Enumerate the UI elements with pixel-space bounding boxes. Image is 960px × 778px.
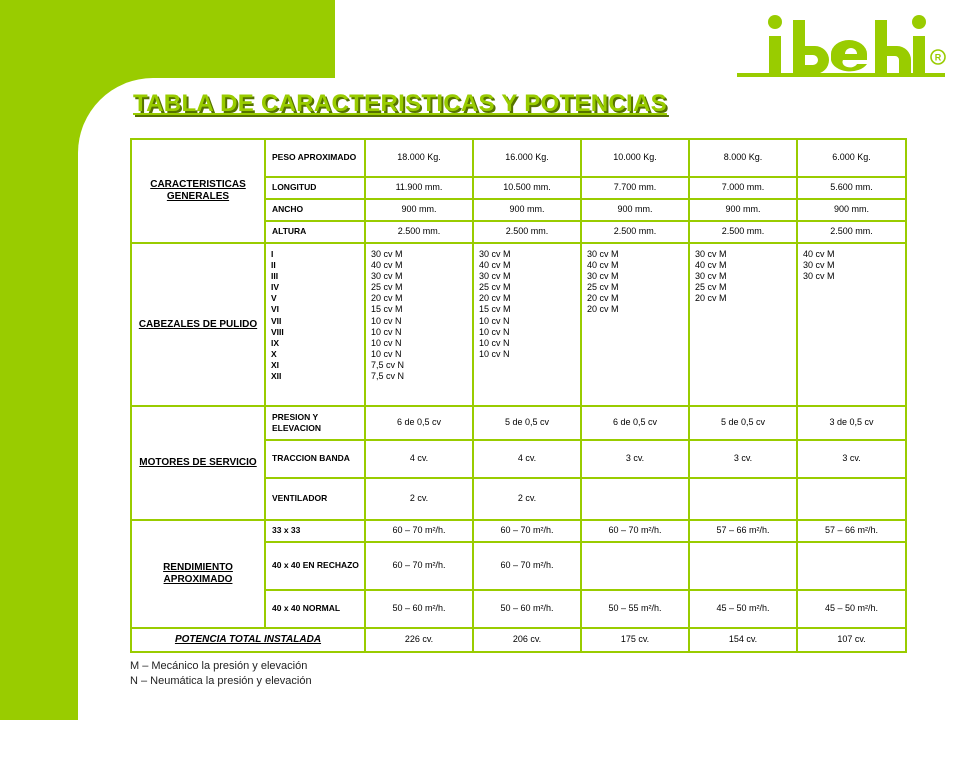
- table-cell: 60 – 70 m²/h.: [581, 520, 689, 542]
- table-cell: 4 cv.: [473, 440, 581, 478]
- row-label: 33 x 33: [265, 520, 365, 542]
- ibebi-logo: [735, 12, 950, 84]
- table-row: [131, 628, 906, 652]
- table-cell: 900 mm.: [689, 199, 797, 221]
- table-cell: [581, 542, 689, 590]
- section-label-motores: MOTORES DE SERVICIO: [131, 406, 265, 520]
- table-cell: 226 cv.: [365, 628, 473, 652]
- footnote-neumatica: N – Neumática la presión y elevación: [130, 675, 312, 687]
- row-label: 40 x 40 NORMAL: [265, 590, 365, 628]
- table-cell: 50 – 60 m²/h.: [473, 590, 581, 628]
- table-cell: [797, 478, 906, 520]
- table-cell: 30 cv M 40 cv M 30 cv M 25 cv M 20 cv M: [689, 243, 797, 406]
- row-label: 40 x 40 EN RECHAZO: [265, 542, 365, 590]
- head-numerals: I II III IV V VI VII VIII IX X XI XII: [265, 243, 365, 406]
- table-cell: 8.000 Kg.: [689, 139, 797, 177]
- table-cell: 30 cv M 40 cv M 30 cv M 25 cv M 20 cv M 20 cv M: [581, 243, 689, 406]
- row-label: PESO APROXIMADO: [265, 139, 365, 177]
- table-cell: 154 cv.: [689, 628, 797, 652]
- table-row: [131, 139, 906, 177]
- table-row: [131, 520, 906, 542]
- table-cell: 3 cv.: [797, 440, 906, 478]
- table-cell: 18.000 Kg.: [365, 139, 473, 177]
- row-label: PRESION Y ELEVACION: [265, 406, 365, 440]
- table-cell: 60 – 70 m²/h.: [365, 542, 473, 590]
- row-label: LONGITUD: [265, 177, 365, 199]
- page-title: TABLA DE CARACTERISTICAS Y POTENCIAS: [133, 90, 667, 117]
- characteristics-table: [130, 138, 907, 653]
- table-cell: 4 cv.: [365, 440, 473, 478]
- table-cell: 6 de 0,5 cv: [581, 406, 689, 440]
- table-cell: 2 cv.: [365, 478, 473, 520]
- table-cell: [689, 478, 797, 520]
- table-cell: 60 – 70 m²/h.: [365, 520, 473, 542]
- footnote-mecanico: M – Mecánico la presión y elevación: [130, 660, 308, 672]
- table-row: [131, 243, 906, 406]
- table-cell: 60 – 70 m²/h.: [473, 520, 581, 542]
- table-cell: 2.500 mm.: [689, 221, 797, 243]
- table-cell: 10.000 Kg.: [581, 139, 689, 177]
- section-label-general: CARACTERISTICAS GENERALES: [131, 139, 265, 243]
- section-label-cabezales: CABEZALES DE PULIDO: [131, 243, 265, 406]
- table-cell: [689, 542, 797, 590]
- table-cell: 40 cv M 30 cv M 30 cv M: [797, 243, 906, 406]
- table-cell: 107 cv.: [797, 628, 906, 652]
- table-cell: 57 – 66 m²/h.: [689, 520, 797, 542]
- svg-text:R: R: [934, 52, 942, 63]
- table-cell: 900 mm.: [473, 199, 581, 221]
- table-cell: 3 cv.: [689, 440, 797, 478]
- table-cell: 900 mm.: [365, 199, 473, 221]
- table-cell: 2.500 mm.: [581, 221, 689, 243]
- table-row: [131, 406, 906, 440]
- table-cell: 900 mm.: [581, 199, 689, 221]
- table-cell: 7.700 mm.: [581, 177, 689, 199]
- table-cell: 45 – 50 m²/h.: [797, 590, 906, 628]
- table-cell: 11.900 mm.: [365, 177, 473, 199]
- table-cell: 5.600 mm.: [797, 177, 906, 199]
- table-cell: 206 cv.: [473, 628, 581, 652]
- table-cell: 3 cv.: [581, 440, 689, 478]
- table-cell: 6 de 0,5 cv: [365, 406, 473, 440]
- table-cell: 50 – 55 m²/h.: [581, 590, 689, 628]
- total-power-label: POTENCIA TOTAL INSTALADA: [131, 628, 365, 652]
- table-cell: 45 – 50 m²/h.: [689, 590, 797, 628]
- table-cell: 3 de 0,5 cv: [797, 406, 906, 440]
- table-cell: 5 de 0,5 cv: [689, 406, 797, 440]
- table-cell: 2.500 mm.: [473, 221, 581, 243]
- footnotes: [130, 659, 312, 689]
- table-cell: [797, 542, 906, 590]
- table-cell: 50 – 60 m²/h.: [365, 590, 473, 628]
- table-cell: [581, 478, 689, 520]
- table-cell: 30 cv M 40 cv M 30 cv M 25 cv M 20 cv M 15 cv M 10 cv N 10 cv N 10 cv N 10 cv N: [473, 243, 581, 406]
- table-cell: 7.000 mm.: [689, 177, 797, 199]
- row-label: TRACCION BANDA: [265, 440, 365, 478]
- row-label: VENTILADOR: [265, 478, 365, 520]
- table-cell: 16.000 Kg.: [473, 139, 581, 177]
- table-cell: 10.500 mm.: [473, 177, 581, 199]
- table-cell: 5 de 0,5 cv: [473, 406, 581, 440]
- table-cell: 57 – 66 m²/h.: [797, 520, 906, 542]
- table-cell: 6.000 Kg.: [797, 139, 906, 177]
- table-cell: 30 cv M 40 cv M 30 cv M 25 cv M 20 cv M 15 cv M 10 cv N 10 cv N 10 cv N 10 cv N 7,5 cv N 7,5 cv N: [365, 243, 473, 406]
- table-cell: 60 – 70 m²/h.: [473, 542, 581, 590]
- table-cell: 175 cv.: [581, 628, 689, 652]
- row-label: ALTURA: [265, 221, 365, 243]
- row-label: ANCHO: [265, 199, 365, 221]
- table-cell: 2.500 mm.: [797, 221, 906, 243]
- table-cell: 900 mm.: [797, 199, 906, 221]
- section-label-rendimiento: RENDIMIENTO APROXIMADO: [131, 520, 265, 628]
- table-cell: 2 cv.: [473, 478, 581, 520]
- table-cell: 2.500 mm.: [365, 221, 473, 243]
